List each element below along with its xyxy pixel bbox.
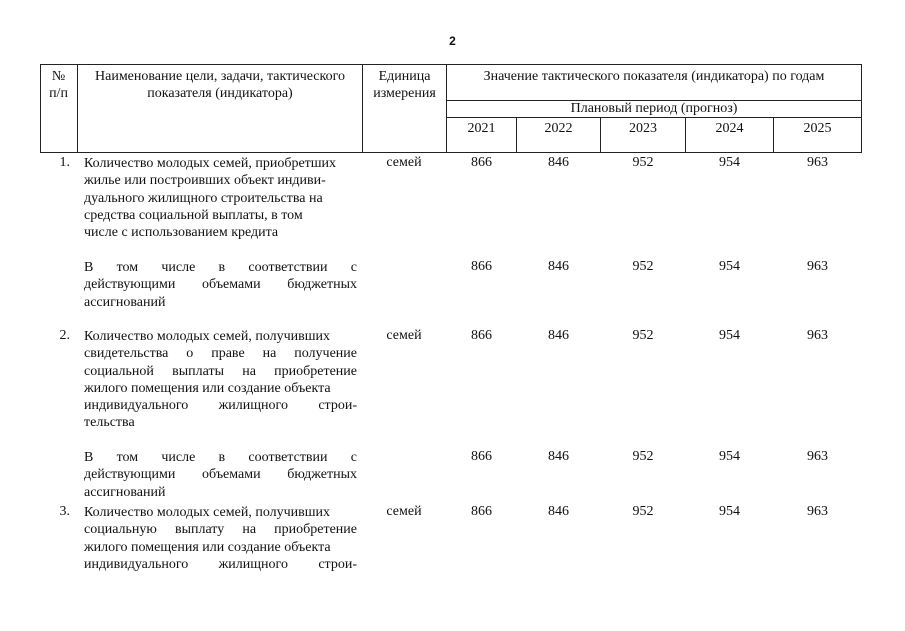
value-2023: 952 — [632, 504, 654, 519]
description-line: жилого помещения или создание объекта — [84, 380, 331, 396]
header-num-line1: № — [51, 69, 66, 84]
value-2021: 866 — [471, 328, 492, 343]
header-year-2024: 2024 — [715, 121, 744, 136]
description-line: действующими объемами бюджетных — [84, 277, 357, 293]
description-line: Количество молодых семей, получивших — [84, 505, 331, 520]
description-line: ассигнований — [84, 484, 166, 500]
header-bottom-border — [40, 152, 862, 153]
row-description — [84, 259, 357, 311]
value-2024: 954 — [719, 328, 740, 343]
value-2022: 846 — [548, 155, 569, 170]
description-line: ассигнований — [84, 294, 166, 310]
row-unit: семей — [386, 155, 422, 170]
header-year-2022: 2022 — [544, 121, 573, 136]
description-line: дуального жилищного строительства на — [84, 190, 323, 206]
value-2023: 952 — [632, 259, 654, 274]
description-line: тельства — [84, 415, 135, 431]
header-name-line1: Наименование цели, задачи, тактического — [95, 69, 345, 84]
row-description — [84, 328, 357, 432]
value-2022: 846 — [548, 504, 569, 519]
header-planned-period: Плановый период (прогноз) — [570, 101, 738, 116]
value-2023: 952 — [632, 155, 654, 170]
value-2024: 954 — [719, 449, 740, 464]
description-line: жилого помещения или создание объекта — [84, 539, 331, 555]
value-2022: 846 — [548, 328, 569, 343]
value-2025: 963 — [807, 449, 828, 464]
header-right-border — [861, 64, 862, 153]
header-top-border — [40, 64, 862, 65]
row-number: 2. — [59, 328, 70, 343]
value-2025: 963 — [807, 259, 828, 274]
row-number: 3. — [59, 504, 70, 519]
value-2024: 954 — [719, 155, 740, 170]
description-line: Количество молодых семей, получивших — [84, 329, 331, 344]
value-2023: 952 — [632, 449, 654, 464]
value-2025: 963 — [807, 328, 828, 343]
value-2025: 963 — [807, 504, 828, 519]
row-description — [84, 504, 357, 573]
description-line: В том числе в соответствии с — [84, 450, 357, 465]
header-num-line2: п/п — [49, 86, 68, 101]
header-year-2023: 2023 — [629, 121, 657, 136]
row-unit: семей — [386, 328, 422, 343]
header-year-2021: 2021 — [467, 121, 496, 136]
row-description — [84, 449, 357, 501]
value-2023: 952 — [632, 328, 654, 343]
value-2022: 846 — [548, 259, 569, 274]
row-description — [84, 155, 357, 241]
description-line: жилье или построивших объект индиви- — [84, 173, 326, 189]
header-year-2025: 2025 — [803, 121, 832, 136]
value-2022: 846 — [548, 449, 569, 464]
description-line: свидетельства о праве на получение — [84, 346, 357, 362]
value-2021: 866 — [471, 449, 492, 464]
value-2025: 963 — [807, 155, 828, 170]
header-unit-line2: измерения — [373, 86, 436, 101]
row-unit: семей — [386, 504, 422, 519]
description-line: индивидуального жилищного строи- — [84, 556, 357, 572]
description-line: Количество молодых семей, приобретших — [84, 156, 337, 171]
value-2024: 954 — [719, 504, 740, 519]
header-values-title: Значение тактического показателя (индикатора) по годам — [483, 69, 825, 84]
value-2021: 866 — [471, 155, 492, 170]
header-unit-line1: Единица — [378, 69, 431, 84]
years-top-border — [446, 117, 862, 118]
value-2021: 866 — [471, 259, 492, 274]
value-2024: 954 — [719, 259, 740, 274]
description-line: индивидуального жилищного строи- — [84, 398, 357, 414]
description-line: В том числе в соответствии с — [84, 260, 357, 275]
value-2021: 866 — [471, 504, 492, 519]
page-number: 2 — [449, 34, 456, 48]
description-line: социальную выплату на приобретение — [84, 522, 357, 538]
description-line: социальной выплаты на приобретение — [84, 363, 357, 379]
row-number: 1. — [59, 155, 70, 170]
description-line: действующими объемами бюджетных — [84, 467, 357, 483]
description-line: числе с использованием кредита — [84, 225, 279, 241]
header-name-line2: показателя (индикатора) — [147, 86, 293, 101]
description-line: средства социальной выплаты, в том — [84, 207, 303, 223]
